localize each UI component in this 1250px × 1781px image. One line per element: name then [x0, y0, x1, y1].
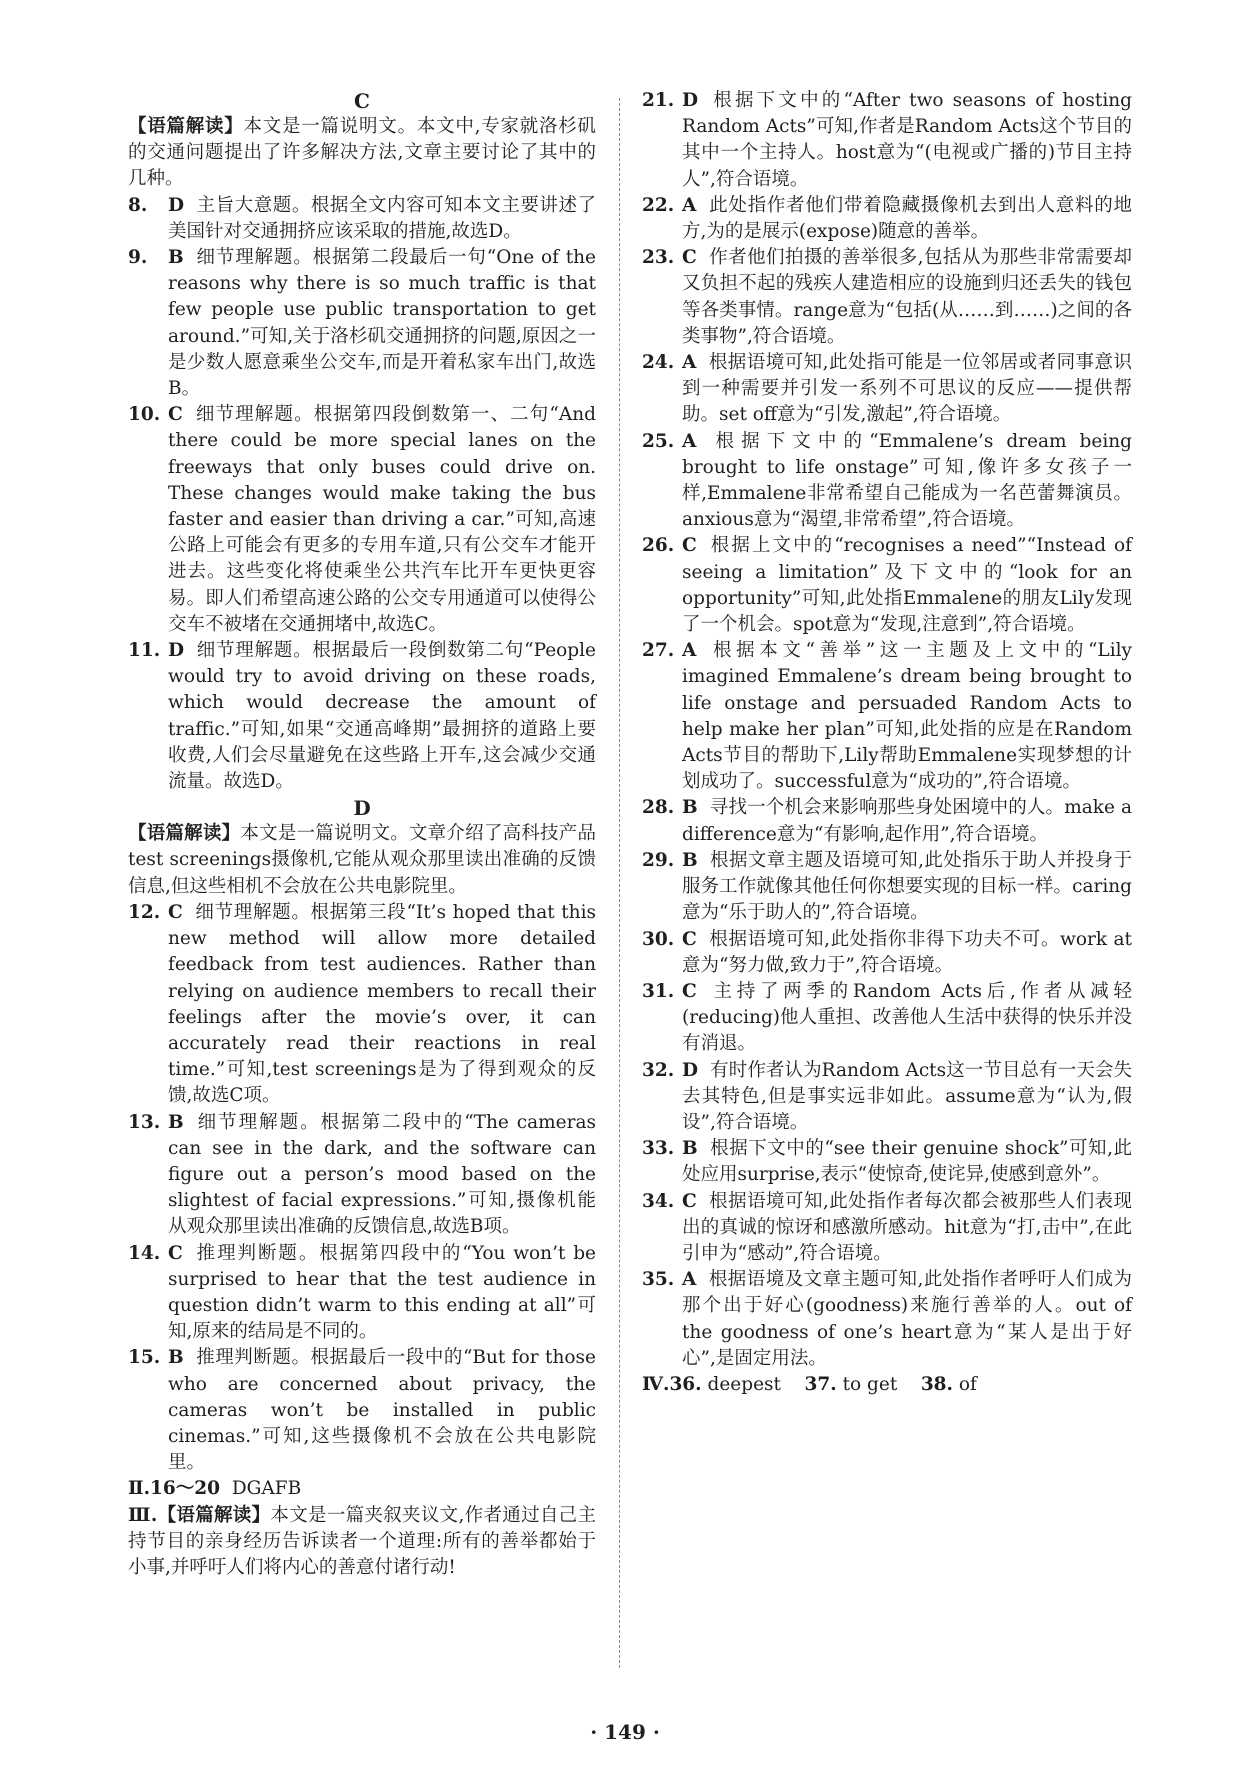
answer-item-11: 11. D 细节理解题。根据最后一段倒数第二句“People would try to avoid driving on these roads, which would decrease the amount of traffic.”可知,如果“交通高峰期”最拥挤的道路上要收费,人们会尽量避免在这些路上开车,这会减少交通流量。故选D。	[128, 640, 596, 793]
answer-item-21: 21. D 根据下文中的“After two seasons of hosting Random Acts”可知,作者是Random Acts这个节目的其中一个主持人。host意为“(电视或广播的)节目主持人”,符合语境。	[642, 90, 1132, 190]
answer-item-26: 26. C 根据上文中的“recognises a need”“Instead of seeing a limitation”及下文中的“look for an opportunity”可知,此处指Emmalene的朋友Lily发现了一个机会。spot意为“发现,注意到”,符合语境。	[642, 535, 1132, 636]
answer-item-28: 28. B 寻找一个机会来影响那些身处困境中的人。make a difference意为“有影响,起作用”,符合语境。	[642, 797, 1132, 845]
answer-item-30: 30. C 根据语境可知,此处指你非得下功夫不可。work at意为“努力做,致力于”,符合语境。	[642, 928, 1132, 976]
answer-item-31: 31. C 主持了两季的Random Acts后,作者从减轻(reducing)他人重担、改善他人生活中获得的快乐并没有消退。	[642, 980, 1132, 1055]
page-number: · 149 ·	[590, 1720, 660, 1744]
section-3-summary: Ⅲ.【语篇解读】本文是一篇夹叙夹议文,作者通过自己主持节目的亲身经历告诉读者一个道理:所有的善举都始于小事,并呼吁人们将内心的善意付诸行动!	[128, 1504, 596, 1578]
answer-item-29: 29. B 根据文章主题及语境可知,此处指乐于助人并投身于服务工作就像其他任何你想要实现的目标一样。caring意为“乐于助人的”,符合语境。	[642, 849, 1132, 924]
answer-item-25: 25. A 根据下文中的“Emmalene’s dream being brought to life onstage”可知,像许多女孩子一样,Emmalene非常希望自己能成为一名芭蕾舞演员。anxious意为“渴望,非常希望”,符合语境。	[642, 430, 1132, 531]
section-4-answers: Ⅳ.36. deepest 37. to get 38. of	[642, 1373, 977, 1395]
answer-item-33: 33. B 根据下文中的“see their genuine shock”可知,此处应用surprise,表示“使惊奇,使诧异,使感到意外”。	[642, 1138, 1132, 1186]
answer-item-14: 14. C 推理判断题。根据第四段中的“You won’t be surprised to hear that the test audience in question didn’t warm to this ending at all”可知,原来的结局是不同的。	[128, 1242, 596, 1343]
answer-item-9: 9. B 细节理解题。根据第二段最后一句“One of the reasons why there is so much traffic is that few people use public transportation to get around.”可知,关于洛杉矶交通拥挤的问题,原因之一是少数人愿意乘坐公交车,而是开着私家车出门,故选B。	[128, 247, 596, 400]
section-heading-d: D	[353, 796, 371, 821]
answer-item-10: 10. C 细节理解题。根据第四段倒数第一、二句“And there could be more special lanes on the freeways that only buses could drive on. These changes would make taking the bus faster and easier than driving a car.”可知,高速公路上可能会有更多的专用车道,只有公交车才能开进去。这些变化将使乘坐公共汽车比开车更快更容易。即人们希望高速公路的公交专用通道可以使得公交车不被堵在交通拥堵中,故选C。	[128, 404, 596, 635]
answer-item-32: 32. D 有时作者认为Random Acts这一节目总有一天会失去其特色,但是事实远非如此。assume意为“认为,假设”,符合语境。	[642, 1059, 1132, 1133]
answer-item-22: 22. A 此处指作者他们带着隐藏摄像机去到出人意料的地方,为的是展示(expose)随意的善举。	[642, 194, 1132, 243]
answer-item-15: 15. B 推理判断题。根据最后一段中的“But for those who are concerned about privacy, the cameras won’t be installed in public cinemas.”可知,这些摄像机不会放在公共电影院里。	[128, 1347, 596, 1474]
section-heading-c: C	[354, 89, 370, 113]
answer-item-23: 23. C 作者他们拍摄的善举很多,包括从为那些非常需要却又负担不起的残疾人建造相应的设施到归还丢失的钱包等各类事情。range意为“包括(从……到……)之间的各类事物”,符合语境。	[642, 247, 1132, 347]
reading-summary-c: 【语篇解读】本文是一篇说明文。本文中,专家就洛杉矶的交通问题提出了许多解决方法,文章主要讨论了其中的几种。	[128, 116, 596, 190]
answer-item-12: 12. C 细节理解题。根据第三段“It’s hoped that this new method will allow more detailed feedback from test audiences. Rather than relying on audience members to recall their feelings after the movie’s over, it can accurately read their reactions in real time.”可知,test screenings是为了得到观众的反馈,故选C项。	[128, 901, 596, 1107]
reading-summary-d: 【语篇解读】本文是一篇说明文。文章介绍了高科技产品test screenings摄像机,它能从观众那里读出准确的反馈信息,但这些相机不会放在公共电影院里。	[128, 823, 596, 897]
answer-item-27: 27. A 根据本文“善举”这一主题及上文中的“Lily imagined Emmalene’s dream being brought to life onstage and persuaded Random Acts to help make her plan”可知,此处指的应是在Random Acts节目的帮助下,Lily帮助Emmalene实现梦想的计划成功了。successful意为“成功的”,符合语境。	[642, 640, 1132, 793]
answer-item-34: 34. C 根据语境可知,此处指作者每次都会被那些人们表现出的真诚的惊讶和感激所感动。hit意为“打,击中”,在此引申为“感动”,符合语境。	[642, 1190, 1132, 1264]
left-column	[128, 88, 596, 1581]
answer-item-13: 13. B 细节理解题。根据第二段中的“The cameras can see in the dark, and the software can figure out a person’s mood based on the slightest of facial expressions.”可知,摄像机能从观众那里读出准确的反馈信息,故选B项。	[128, 1111, 596, 1238]
column-divider	[619, 98, 620, 1668]
right-column	[642, 88, 1132, 1398]
answer-item-35: 35. A 根据语境及文章主题可知,此处指作者呼吁人们成为那个出于好心(goodness)来施行善举的人。out of the goodness of one’s heart意为“某人是出于好心”,是固定用法。	[642, 1269, 1132, 1369]
answer-item-8: 8. D 主旨大意题。根据全文内容可知本文主要讲述了美国针对交通拥挤应该采取的措施,故选D。	[128, 194, 596, 242]
section-2-answers: Ⅱ.16～20 DGAFB	[128, 1478, 302, 1500]
answer-item-24: 24. A 根据语境可知,此处指可能是一位邻居或者同事意识到一种需要并引发一系列不可思议的反应——提供帮助。set off意为“引发,激起”,符合语境。	[642, 352, 1132, 426]
